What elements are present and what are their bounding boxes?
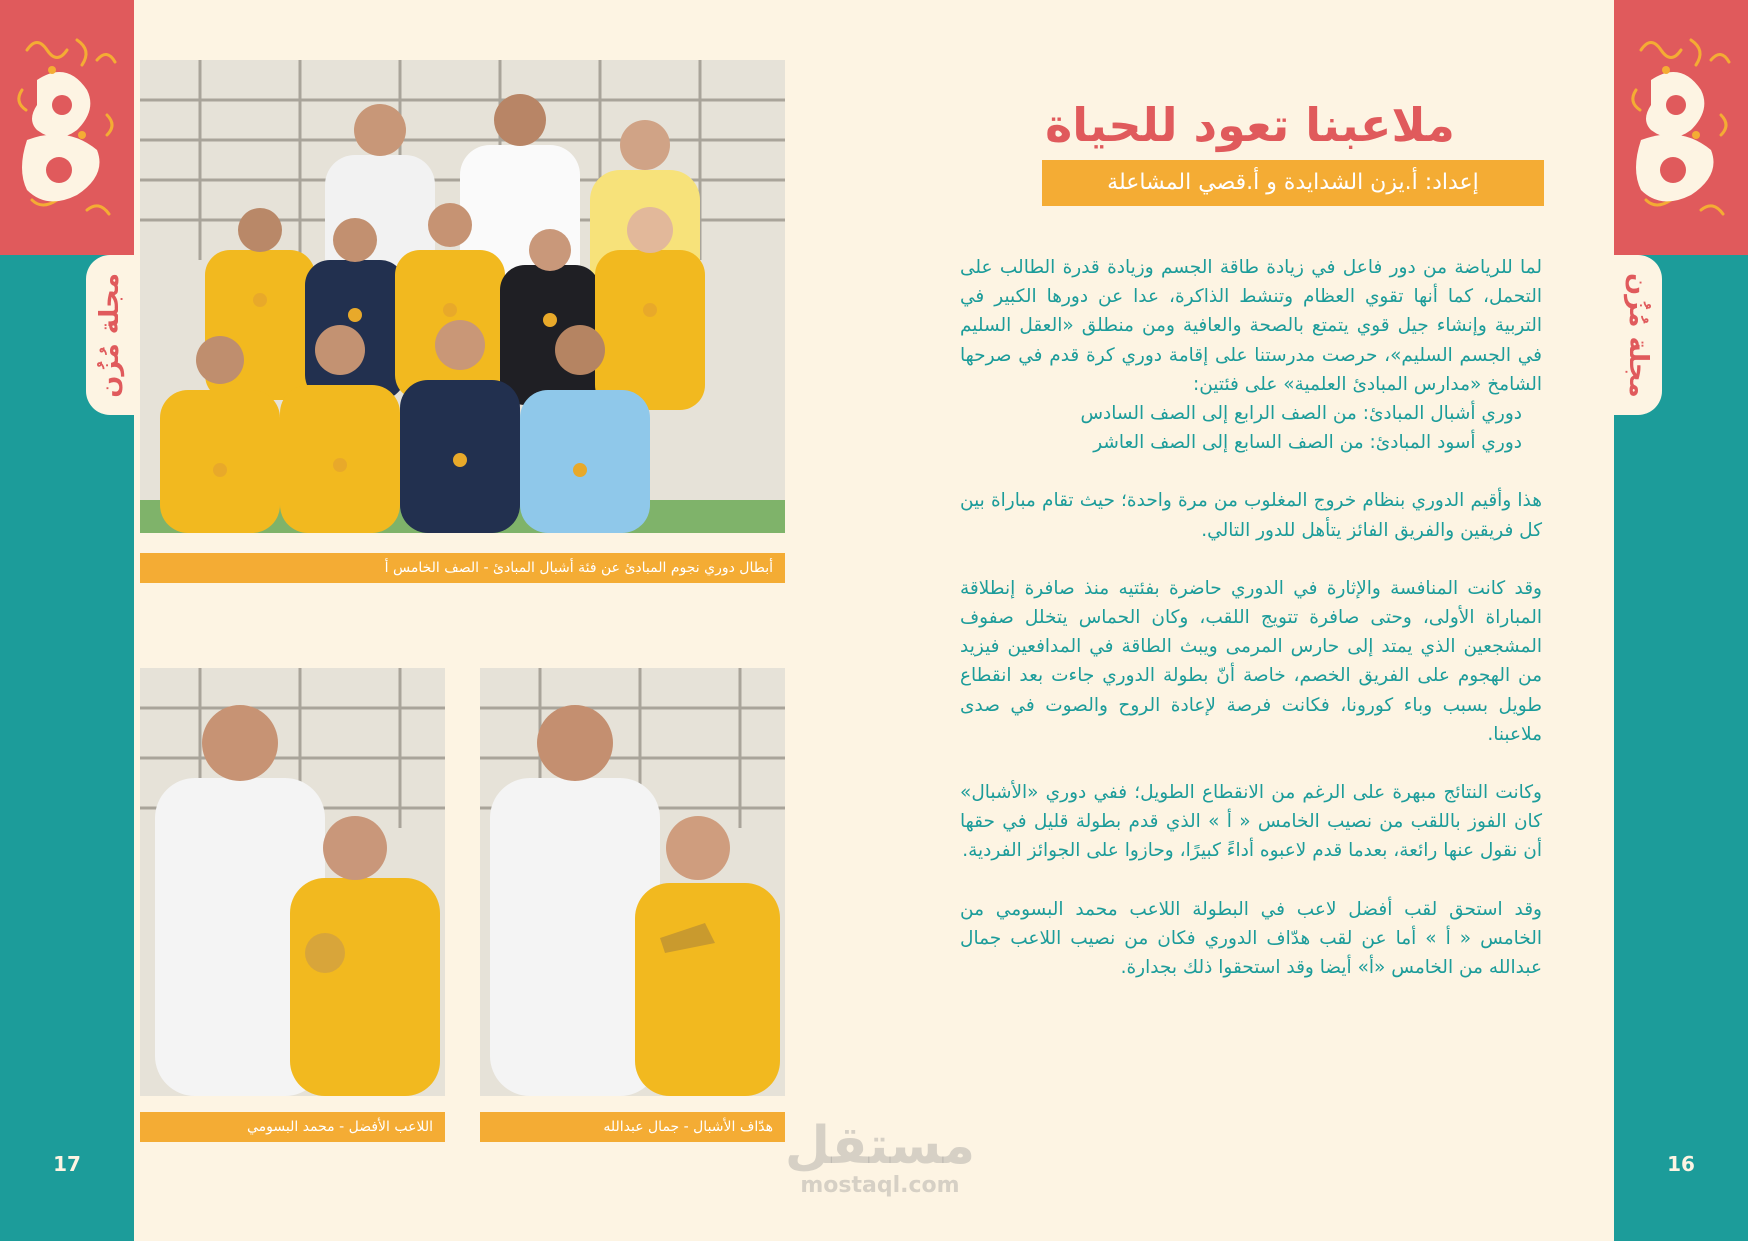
magazine-logo-left: [7, 20, 127, 240]
magazine-name-tab-right: [1614, 255, 1662, 415]
league-item-lions: دوري أسود المبادئ: من الصف السابع إلى الصف العاشر: [1093, 432, 1522, 454]
article-paragraph-2: هذا وأقيم الدوري بنظام خروج المغلوب من مرة واحدة؛ حيث تقام مباراة بين كل فريقين والفريق الفائز يتأهل للدور التالي.: [960, 490, 1542, 541]
league-list: [960, 399, 1542, 457]
watermark-arabic: مستقل: [784, 1116, 976, 1176]
page-number-right: 16: [1667, 1152, 1695, 1176]
watermark-latin: mostaql.com: [800, 1173, 960, 1198]
article-byline: إعداد: أ.يزن الشدايدة و أ.قصي المشاعلة: [1042, 160, 1544, 206]
best-player-photo: [140, 668, 445, 1096]
magazine-name-left: مجلة مُزُن: [95, 272, 125, 398]
mostaql-watermark: [760, 1118, 1000, 1198]
right-side-band: [1614, 0, 1748, 1241]
league-item-cubs: دوري أشبال المبادئ: من الصف الرابع إلى الصف السادس: [1080, 403, 1522, 425]
top-scorer-photo: [480, 668, 785, 1096]
article-intro: لما للرياضة من دور فاعل في زيادة طاقة الجسم وزيادة قدرة الطالب على التحمل، كما أنها تقوي العظام وتنشط الذاكرة، عدا عن دورها الكبير في التربية وإنشاء جيل قوي يتمتع بالصحة والعافية ومن منطلق «العقل السليم في الجسم السليم»، حرصت مدرستنا على إقامة دوري كرة قدم في صرحها الشامخ «مدارس المبادئ العلمية» على فئتين:: [960, 257, 1542, 395]
team-photo-caption: أبطال دوري نجوم المبادئ عن فئة أشبال المبادئ - الصف الخامس أ: [140, 553, 785, 583]
left-side-band: [0, 0, 134, 1241]
magazine-name-tab-left: [86, 255, 134, 415]
article-title: ملاعبنا تعود للحياة: [1045, 98, 1455, 152]
right-logo-panel: [1614, 0, 1748, 255]
article-paragraph-4: وكانت النتائج مبهرة على الرغم من الانقطاع الطويل؛ ففي دوري «الأشبال» كان الفوز باللقب من نصيب الخامس « أ » الذي قدم بطولة قليل في حقها أن نقول عنها رائعة، بعدما قدم لاعبوه أداءً كبيرًا، وحازوا على الجوائز الفردية.: [960, 782, 1542, 862]
article-body: [960, 253, 1542, 1011]
magazine-name-right: مجلة مُزُن: [1623, 272, 1653, 398]
top-scorer-caption: هدّاف الأشبال - جمال عبدالله: [480, 1112, 785, 1142]
left-logo-panel: [0, 0, 134, 255]
article-paragraph-5: وقد استحق لقب أفضل لاعب في البطولة اللاعب محمد البسومي من الخامس « أ » أما عن لقب هدّاف الدوري فكان من نصيب اللاعب جمال عبدالله من الخامس «أ» أيضا وقد استحقوا ذلك بجدارة.: [960, 898, 1542, 979]
best-player-caption: اللاعب الأفضل - محمد البسومي: [140, 1112, 445, 1142]
article-paragraph-3: وقد كانت المنافسة والإثارة في الدوري حاضرة بفئتيه منذ صافرة إنطلاقة المباراة الأولى، وحتى صافرة تتويج اللقب، وكان الحماس يتخلل صفوف المشجعين الذي يمتد إلى حارس المرمى ويبث الطاقة في المدافعين فيزيد من الهجوم على الفريق الخصم، خاصة أنّ بطولة الدوري جاءت بعد انقطاع طويل بسبب وباء كورونا، فكانت فرصة لإعادة الروح والصوت في صدى ملاعبنا.: [960, 577, 1542, 745]
magazine-logo-right: [1621, 20, 1741, 240]
page-number-left: 17: [53, 1152, 81, 1176]
team-photo: [140, 60, 785, 533]
